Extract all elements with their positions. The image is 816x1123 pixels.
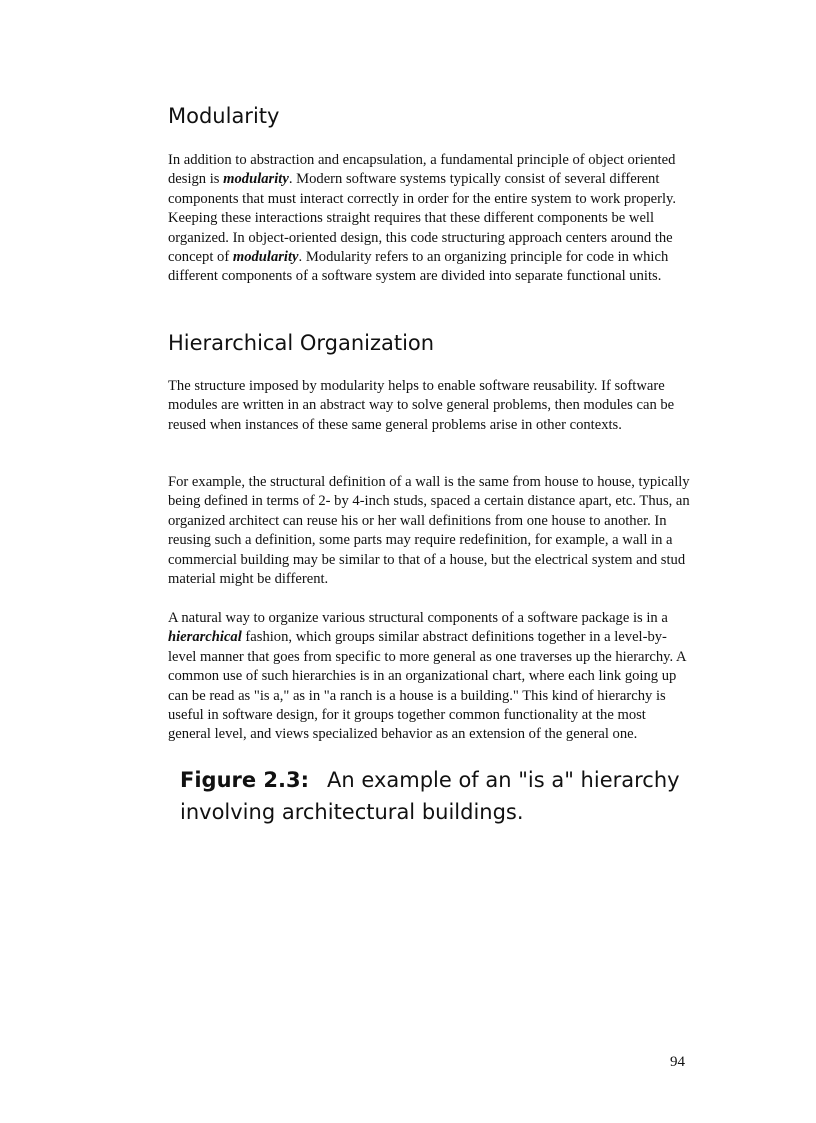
section-heading-modularity: Modularity [168, 104, 280, 128]
figure-label: Figure 2.3: [180, 768, 310, 792]
figure-caption [180, 764, 700, 828]
paragraph-text: . Modern software systems typically consist of several different components that must interact correctly in order for the entire system to work properly. Keeping these interactions straight requires that these different components be well organized. In object-oriented design, this code structuring approach centers around the concept of [168, 171, 677, 266]
emphasis-term: modularity [223, 171, 289, 188]
reusability-paragraph: The structure imposed by modularity helps to enable software reusability. If software modules are written in an abstract way to solve general problems, then modules can be reused when instances of these same general problems arise in other contexts. [168, 378, 675, 433]
paragraph-text: . Modularity refers to an organizing principle for code in which different components of a software system are divided into separate functional units. [168, 249, 669, 285]
emphasis-term: hierarchical [168, 629, 242, 646]
paragraph-text: A natural way to organize various structural components of a software package is in a [168, 610, 668, 626]
paragraph-text: In addition to abstraction and encapsulation, a fundamental principle of object oriented design is [168, 152, 676, 188]
paragraph-text: fashion, which groups similar abstract definitions together in a level-by-level manner that goes from specific to more general as one traverses up the hierarchy. A common use of such hierarchies is in an organizational chart, where each link going up can be read as "is a," as in "a ranch is a house is a building." This kind of hierarchy is useful in software design, for it groups together common functionality at the most general level, and views specialized behavior as an extension of the general one. [168, 629, 686, 743]
wall-example-paragraph: For example, the structural definition of a wall is the same from house to house, typically being defined in terms of 2- by 4-inch studs, spaced a certain distance apart, etc. Thus, an organized architect can reuse his or her wall definitions from one house to another. In reusing such a definition, some parts may require redefinition, for example, a wall in a commercial building may be similar to that of a house, but the electrical system and stud material might be different. [168, 474, 690, 588]
hierarchy-paragraph [168, 609, 692, 745]
modularity-paragraph [168, 151, 692, 287]
figure-caption-text: An example of an "is a" hierarchy involving architectural buildings. [180, 768, 680, 824]
emphasis-term: modularity [232, 249, 299, 266]
section-heading-hierarchical-organization: Hierarchical Organization [168, 331, 435, 355]
page-number: 94 [670, 1054, 685, 1070]
